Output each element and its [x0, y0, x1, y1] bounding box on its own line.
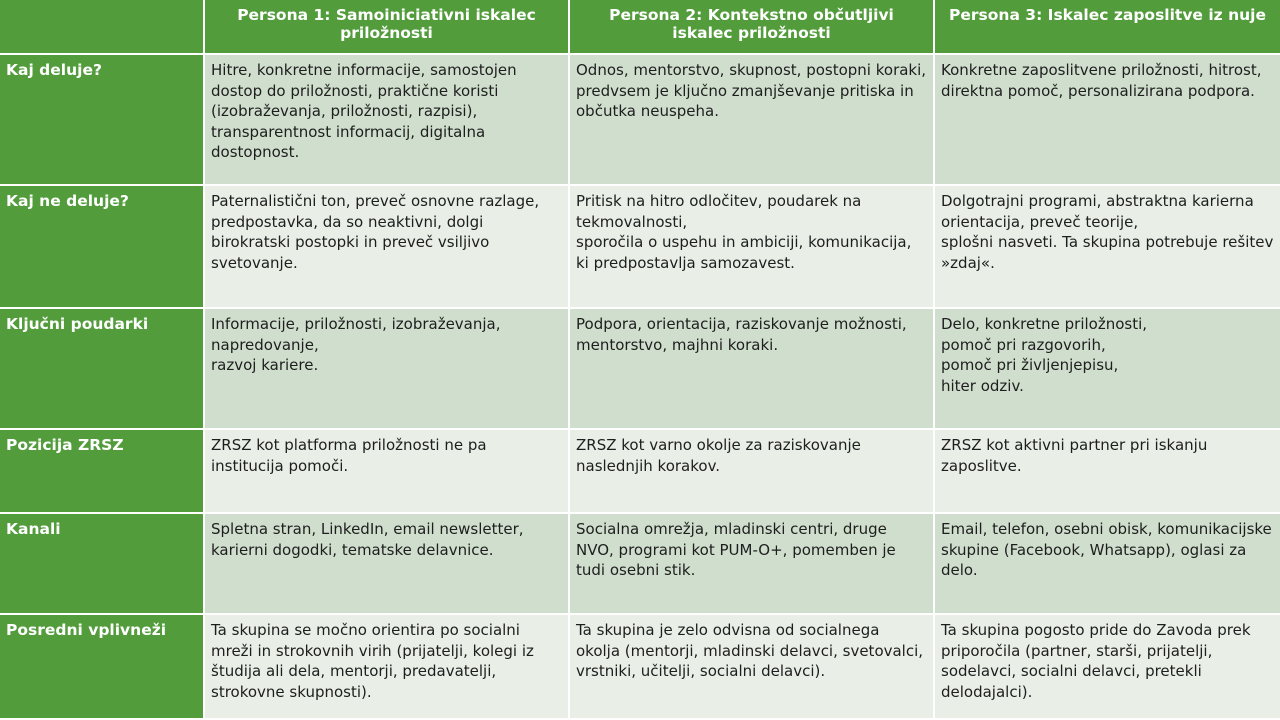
table-cell: Dolgotrajni programi, abstraktna karierna orientacija, preveč teorije, splošni nasveti. Ta skupina potrebuje rešitev »zdaj«. [935, 186, 1280, 309]
table-cell: Delo, konkretne priložnosti, pomoč pri razgovorih, pomoč pri življenjepisu, hiter odziv. [935, 309, 1280, 430]
row-header-kaj-ne-deluje: Kaj ne deluje? [0, 186, 205, 309]
row-header-pozicija-zrsz: Pozicija ZRSZ [0, 430, 205, 514]
table-cell: Spletna stran, LinkedIn, email newsletter, karierni dogodki, tematske delavnice. [205, 514, 570, 615]
column-header-persona-2: Persona 2: Kontekstno občutljivi iskalec priložnosti [570, 0, 935, 55]
table-cell: Podpora, orientacija, raziskovanje možnosti, mentorstvo, majhni koraki. [570, 309, 935, 430]
table-cell: Ta skupina se močno orientira po socialni mreži in strokovnih virih (prijatelji, kolegi iz študija ali dela, mentorji, predavatelji, strokovne skupnosti). [205, 615, 570, 720]
table-cell: Odnos, mentorstvo, skupnost, postopni koraki, predvsem je ključno zmanjševanje pritiska in občutka neuspeha. [570, 55, 935, 186]
row-header-kljucni-poudarki: Ključni poudarki [0, 309, 205, 430]
table-corner-cell [0, 0, 205, 55]
row-header-kaj-deluje: Kaj deluje? [0, 55, 205, 186]
table-cell: ZRSZ kot aktivni partner pri iskanju zaposlitve. [935, 430, 1280, 514]
row-header-kanali: Kanali [0, 514, 205, 615]
row-header-posredni-vplivnezi: Posredni vplivneži [0, 615, 205, 720]
table-cell: Paternalistični ton, preveč osnovne razlage, predpostavka, da so neaktivni, dolgi birokratski postopki in preveč vsiljivo svetovanje. [205, 186, 570, 309]
column-header-persona-3: Persona 3: Iskalec zaposlitve iz nuje [935, 0, 1280, 55]
table-cell: Hitre, konkretne informacije, samostojen dostop do priložnosti, praktične koristi (izobraževanja, priložnosti, razpisi), transparentnost informacij, digitalna dostopnost. [205, 55, 570, 186]
column-header-persona-1: Persona 1: Samoiniciativni iskalec priložnosti [205, 0, 570, 55]
table-cell: Email, telefon, osebni obisk, komunikacijske skupine (Facebook, Whatsapp), oglasi za delo. [935, 514, 1280, 615]
table-cell: ZRSZ kot varno okolje za raziskovanje naslednjih korakov. [570, 430, 935, 514]
table-cell: Informacije, priložnosti, izobraževanja, napredovanje, razvoj kariere. [205, 309, 570, 430]
table-cell: Socialna omrežja, mladinski centri, druge NVO, programi kot PUM-O+, pomemben je tudi osebni stik. [570, 514, 935, 615]
table-cell: Konkretne zaposlitvene priložnosti, hitrost, direktna pomoč, personalizirana podpora. [935, 55, 1280, 186]
table-cell: Ta skupina pogosto pride do Zavoda prek priporočila (partner, starši, prijatelji, sodelavci, socialni delavci, pretekli delodajalci). [935, 615, 1280, 720]
table-cell: Ta skupina je zelo odvisna od socialnega okolja (mentorji, mladinski delavci, svetovalci, vrstniki, učitelji, socialni delavci). [570, 615, 935, 720]
table-cell: ZRSZ kot platforma priložnosti ne pa institucija pomoči. [205, 430, 570, 514]
table-cell: Pritisk na hitro odločitev, poudarek na tekmovalnosti, sporočila o uspehu in ambiciji, komunikacija, ki predpostavlja samozavest. [570, 186, 935, 309]
